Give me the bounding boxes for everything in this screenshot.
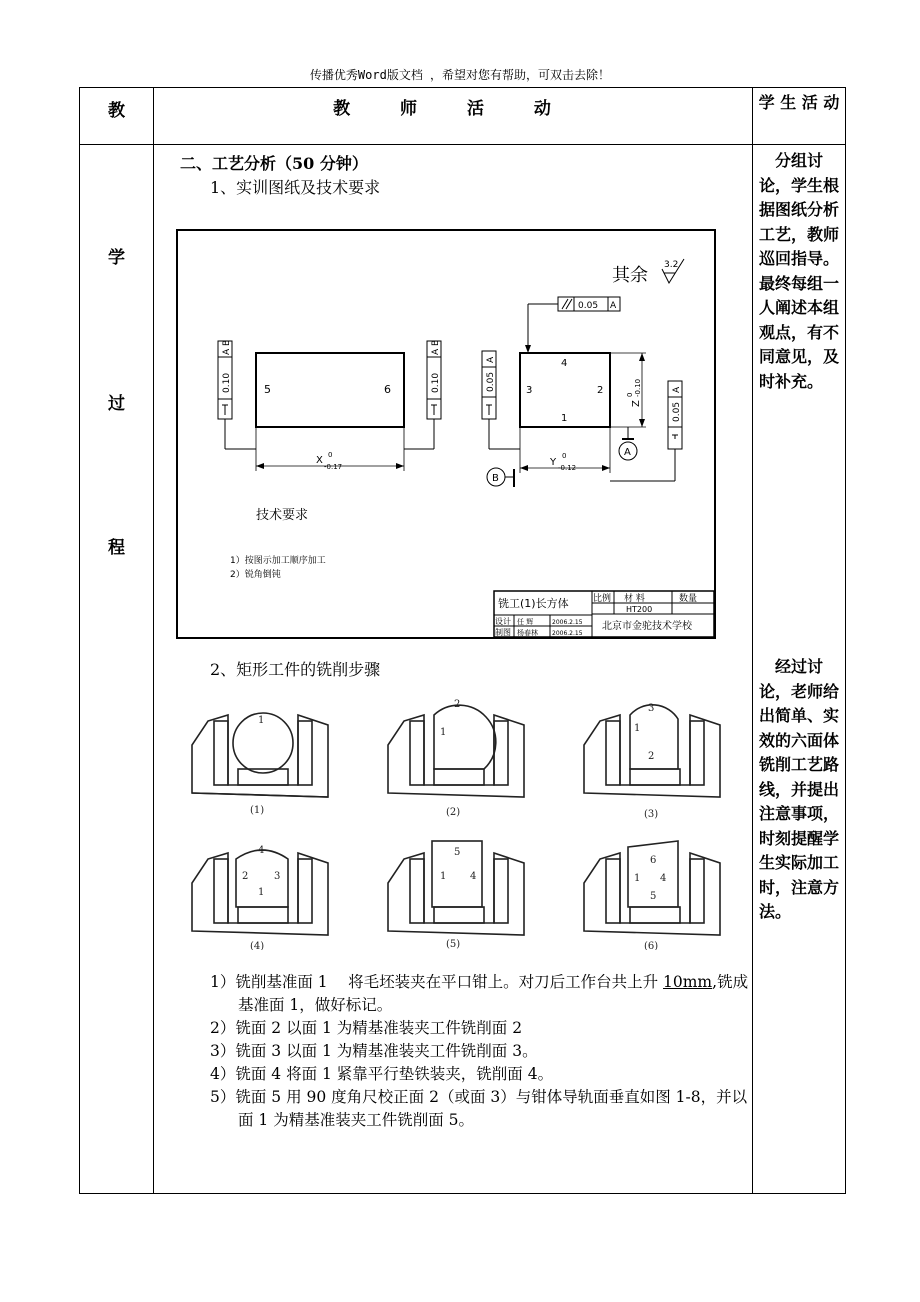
svg-text:设计: 设计	[495, 617, 511, 626]
view-left-rect	[256, 353, 404, 427]
svg-text:-0.10: -0.10	[634, 378, 642, 397]
process-column	[80, 145, 154, 1194]
tolerance-frame-left	[218, 340, 256, 449]
student-text-2: 经过讨论，老师给出简单、实效的六面体铣削工艺路线，并提出注意事项，时刻提醒学生实际加工时，注意方法。	[759, 657, 840, 921]
milling-steps-figure	[188, 685, 728, 950]
step-item-4: 4）铣面 4 将面 1 紧靠平行垫铁装夹，铣削面 4。	[210, 1065, 554, 1083]
step-label-1: (1)	[250, 805, 265, 816]
svg-text:2006.2.15: 2006.2.15	[552, 630, 583, 637]
s4-face-3: 3	[274, 871, 281, 882]
tolerance-frame-parallel	[525, 297, 620, 353]
s5-face-5: 5	[454, 847, 461, 858]
s6-face-1: 1	[634, 873, 641, 884]
step-item-5: 5）铣面 5 用 90 度角尺校正面 2（或面 3）与钳体导轨面垂直如图 1-8，并以面 1 为精基准装夹工件铣削面 5。	[210, 1088, 748, 1129]
lesson-table	[79, 87, 846, 1194]
tech-req-title: 技术要求	[256, 508, 309, 523]
svg-text:比例: 比例	[593, 594, 612, 604]
face-4-label: 4	[561, 358, 568, 369]
svg-text:0: 0	[562, 452, 567, 460]
subsection-drawing-title: 1、实训图纸及技术要求	[210, 178, 381, 197]
svg-text:杨春林: 杨春林	[517, 629, 538, 637]
section-title: 二、工艺分析（50 分钟）	[180, 154, 368, 173]
process-char-2: 过	[108, 394, 125, 414]
roughness-value: 3.2	[664, 260, 679, 270]
header-col-student-activity: 学 生 活 动	[753, 88, 846, 145]
face-5-label: 5	[264, 383, 271, 396]
dim-y-label: Y	[550, 457, 557, 468]
step-2-vise	[388, 705, 524, 797]
dim-x-label: X	[316, 455, 323, 466]
parallel-icon	[562, 299, 572, 309]
svg-text:A: A	[624, 447, 631, 458]
tolerance-frame-mid	[482, 351, 520, 449]
svg-text:2006.2.15: 2006.2.15	[552, 619, 583, 626]
title-block	[494, 591, 714, 637]
step-item-3: 3）铣面 3 以面 1 为精基准装夹工件铣削面 3。	[210, 1042, 538, 1060]
svg-text:材 料: 材 料	[624, 594, 645, 604]
svg-text:A: A	[610, 301, 617, 311]
subsection-steps-title: 2、矩形工件的铣削步骤	[210, 660, 381, 679]
dimension-z	[610, 353, 646, 427]
svg-text:制图: 制图	[495, 628, 511, 637]
tech-req-2: 2）锐角倒钝	[230, 570, 281, 580]
tb-name: 铣工(1)长方体	[498, 597, 569, 610]
datum-a-symbol	[619, 427, 637, 460]
svg-text:0.05: 0.05	[578, 301, 599, 311]
svg-text:Z: Z	[631, 400, 642, 407]
svg-text:0.10: 0.10	[431, 372, 441, 393]
s4-face-2: 2	[242, 871, 249, 882]
svg-text:-0.12: -0.12	[558, 464, 577, 472]
s5-face-4: 4	[470, 871, 477, 882]
step-label-5: (5)	[446, 939, 461, 950]
s3-face-2: 2	[648, 751, 655, 762]
step-item-1: 1）铣削基准面 1 将毛坯装夹在平口钳上。对刀后工作台共上升 10mm,铣成基准面 1，做好标记。	[210, 973, 749, 1014]
s3-face-3: 3	[648, 703, 655, 714]
face-3-label: 3	[526, 385, 533, 396]
s2-face-1: 1	[440, 727, 447, 738]
engineering-drawing	[176, 229, 716, 639]
s2-face-2: 2	[454, 699, 461, 710]
svg-text:0.05: 0.05	[486, 371, 496, 392]
face-1-label: 1	[561, 413, 568, 424]
teacher-activity-cell	[154, 145, 753, 1194]
svg-text:0.05: 0.05	[672, 401, 682, 422]
s6-face-5: 5	[650, 891, 657, 902]
step-label-6: (6)	[644, 941, 659, 950]
svg-text:A: A	[672, 386, 682, 393]
student-activity-cell	[753, 145, 846, 1194]
steps-list	[210, 971, 750, 1132]
step-label-2: (2)	[446, 807, 461, 818]
s4-face-4: 4	[258, 845, 265, 856]
process-char-3: 程	[108, 538, 125, 558]
s1-face-1: 1	[258, 715, 265, 726]
dim-x-lower: -0.17	[324, 463, 343, 471]
svg-text:B: B	[492, 473, 499, 484]
svg-text:HT200: HT200	[626, 605, 653, 614]
s6-face-6: 6	[650, 855, 657, 866]
svg-text:任 辉: 任 辉	[517, 618, 534, 626]
process-char-1: 学	[108, 248, 125, 268]
svg-text:A B: A B	[431, 339, 441, 355]
roughness-label: 其余	[612, 265, 648, 286]
step-label-4: (4)	[250, 941, 265, 950]
svg-text:0.10: 0.10	[222, 372, 232, 393]
tb-school: 北京市金驼技术学校	[602, 621, 692, 632]
header-col-teach: 教	[80, 88, 154, 145]
tolerance-frame-far	[610, 378, 682, 481]
step-label-3: (3)	[644, 809, 659, 820]
s6-face-4: 4	[660, 873, 667, 884]
datum-b-symbol	[487, 468, 514, 487]
s4-face-1: 1	[258, 887, 265, 898]
student-text-1: 分组讨论，学生根据图纸分析工艺，教师巡回指导。最终每组一人阐述本组观点，有不同意见，及时补充。	[759, 151, 840, 391]
svg-text:数量: 数量	[679, 594, 698, 604]
svg-text:0: 0	[626, 392, 634, 397]
face-6-label: 6	[384, 383, 391, 396]
s3-face-1: 1	[634, 723, 641, 734]
step-item-2: 2）铣面 2 以面 1 为精基准装夹工件铣削面 2	[210, 1019, 523, 1037]
svg-text:A: A	[486, 356, 496, 363]
dimension-x	[256, 427, 404, 471]
svg-text:A B: A B	[222, 339, 232, 355]
dim-x-upper: 0	[328, 451, 333, 459]
header-col-teacher-activity: 教 师 活 动	[154, 88, 753, 145]
dimension-y	[520, 427, 610, 473]
face-2-label: 2	[597, 385, 604, 396]
tech-req-1: 1）按图示加工顺序加工	[230, 556, 326, 566]
tolerance-frame-right	[404, 340, 441, 449]
header-note: 传播优秀Word版文档 ，希望对您有帮助，可双击去除！	[309, 68, 611, 82]
s5-face-1: 1	[440, 871, 447, 882]
